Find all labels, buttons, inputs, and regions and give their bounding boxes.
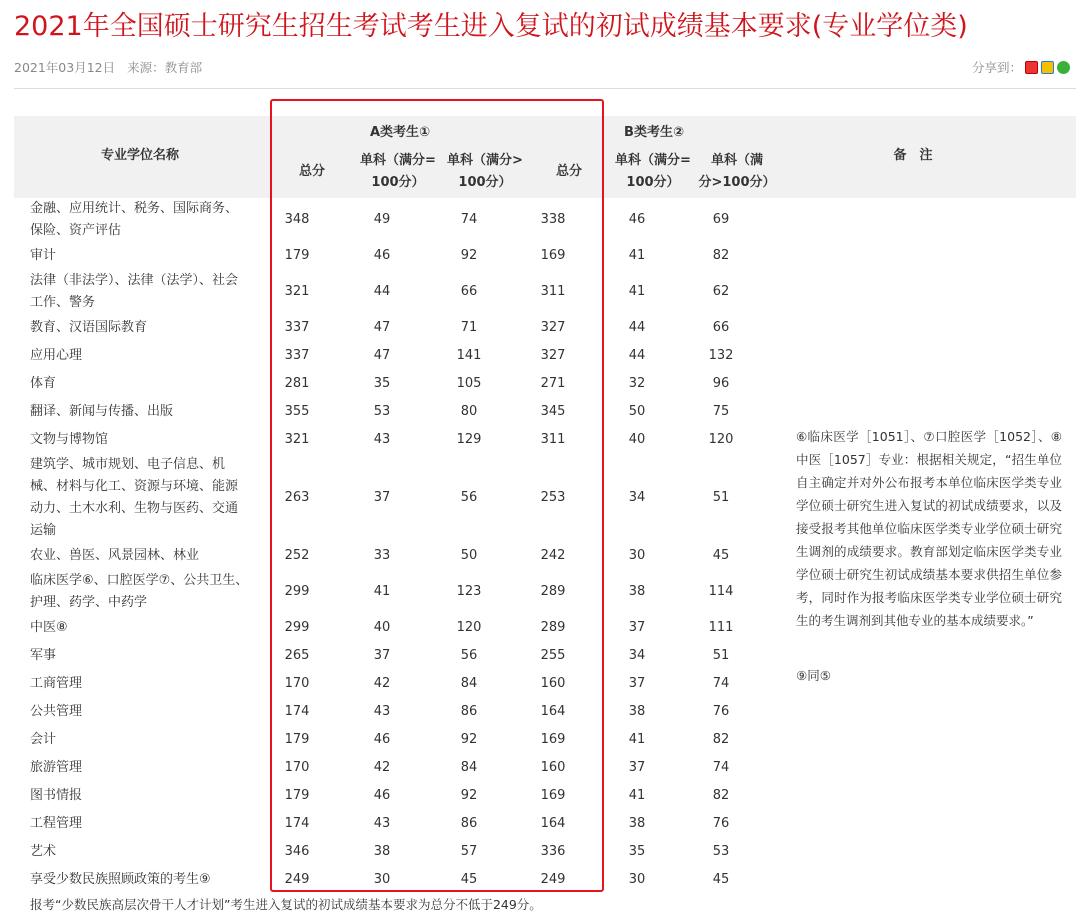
- a-single2: 45: [460, 872, 478, 887]
- header-b-total: 总分: [555, 164, 582, 179]
- a-single1: 38: [373, 844, 391, 859]
- a-single2: 56: [460, 648, 478, 663]
- a-total: 337: [284, 348, 310, 363]
- b-single1: 40: [628, 432, 646, 447]
- b-single1: 32: [628, 376, 646, 391]
- b-total: 271: [540, 376, 566, 391]
- a-total: 346: [284, 844, 310, 859]
- b-single1: 41: [628, 788, 646, 803]
- b-single2: 82: [712, 248, 730, 263]
- a-single1: 33: [373, 548, 391, 563]
- a-single1: 47: [373, 320, 391, 335]
- b-single1: 34: [628, 648, 646, 663]
- b-single2: 51: [712, 490, 730, 505]
- b-single2: 74: [712, 760, 730, 775]
- a-single2: 71: [460, 320, 478, 335]
- a-total: 281: [284, 376, 310, 391]
- row-name: 法律（非法学）、法律（法学）、社会工作、警务: [30, 273, 239, 310]
- b-single1: 37: [628, 620, 646, 635]
- row-name: 中医⑧: [30, 620, 68, 635]
- row-name: 图书情报: [30, 788, 83, 803]
- footnote: 报考“少数民族高层次骨干人才计划”考生进入复试的初试成绩基本要求为总分不低于249分。: [30, 897, 542, 912]
- a-total: 179: [284, 248, 310, 263]
- row-name: 旅游管理: [30, 760, 83, 775]
- a-total: 252: [284, 548, 310, 563]
- b-total: 327: [540, 320, 566, 335]
- remark-cell: [762, 838, 1076, 866]
- remark-cell: [762, 342, 1076, 370]
- a-single1: 42: [373, 760, 391, 775]
- a-total: 321: [284, 284, 310, 299]
- header-b-single1: [608, 150, 698, 194]
- b-single1: 41: [628, 732, 646, 747]
- b-single2: 82: [712, 732, 730, 747]
- b-single2: 69: [712, 212, 730, 227]
- b-single2: 74: [712, 676, 730, 691]
- b-total: 345: [540, 404, 566, 419]
- a-total: 179: [284, 788, 310, 803]
- b-single2: 66: [712, 320, 730, 335]
- b-single1: 37: [628, 760, 646, 775]
- b-single2: 96: [712, 376, 730, 391]
- remark-cell: [762, 698, 1076, 726]
- header-group-a: A类考生①: [369, 125, 431, 140]
- wechat-icon[interactable]: [1057, 61, 1070, 74]
- b-single2: 120: [708, 432, 734, 447]
- b-single1: 44: [628, 348, 646, 363]
- a-single1: 42: [373, 676, 391, 691]
- article-meta: [14, 58, 210, 76]
- b-total: 249: [540, 872, 566, 887]
- publish-date: 2021年03月12日: [14, 60, 116, 75]
- b-single2: 53: [712, 844, 730, 859]
- b-single1: 38: [628, 584, 646, 599]
- remark-cell: [762, 398, 1076, 426]
- remark-cell: [762, 866, 1076, 894]
- b-single1: 41: [628, 284, 646, 299]
- b-total: 255: [540, 648, 566, 663]
- remark-cell: [762, 726, 1076, 754]
- b-single1: 46: [628, 212, 646, 227]
- a-total: 265: [284, 648, 310, 663]
- page-title: 2021年全国硕士研究生招生考试考生进入复试的初试成绩基本要求(专业学位类): [14, 11, 968, 42]
- b-total: 169: [540, 788, 566, 803]
- a-total: 170: [284, 760, 310, 775]
- b-total: 164: [540, 704, 566, 719]
- b-single1: 30: [628, 548, 646, 563]
- b-total: 169: [540, 732, 566, 747]
- row-name: 会计: [30, 732, 57, 747]
- row-name: 临床医学⑥、口腔医学⑦、公共卫生、护理、药学、中药学: [30, 573, 249, 610]
- a-single1: 46: [373, 788, 391, 803]
- row-name: 体育: [30, 376, 57, 391]
- b-single1: 30: [628, 872, 646, 887]
- b-single1: 38: [628, 704, 646, 719]
- row-name: 艺术: [30, 844, 57, 859]
- b-total: 311: [540, 432, 566, 447]
- b-single2: 45: [712, 548, 730, 563]
- remark-cell: [762, 242, 1076, 270]
- a-single1: 40: [373, 620, 391, 635]
- a-total: 299: [284, 584, 310, 599]
- a-single2: 86: [460, 816, 478, 831]
- b-total: 311: [540, 284, 566, 299]
- header-b-single2-line2: 分>100分）: [698, 175, 776, 190]
- b-total: 327: [540, 348, 566, 363]
- article-source: 来源：教育部: [127, 60, 203, 75]
- row-name: 工商管理: [30, 676, 83, 691]
- remark-cell: [762, 810, 1076, 838]
- b-single2: 114: [708, 584, 734, 599]
- a-total: 355: [284, 404, 310, 419]
- header-remark: 备 注: [893, 148, 933, 163]
- header-a-single2-line1: 单科（满分>: [447, 153, 523, 168]
- b-total: 169: [540, 248, 566, 263]
- row-name: 公共管理: [30, 704, 83, 719]
- a-single2: 92: [460, 732, 478, 747]
- a-single1: 46: [373, 248, 391, 263]
- weibo-icon[interactable]: [1025, 61, 1038, 74]
- remark-cell: [762, 370, 1076, 398]
- a-single2: 74: [460, 212, 478, 227]
- a-single2: 84: [460, 676, 478, 691]
- b-total: 160: [540, 676, 566, 691]
- a-total: 299: [284, 620, 310, 635]
- a-single2: 57: [460, 844, 478, 859]
- a-single2: 141: [456, 348, 482, 363]
- a-total: 348: [284, 212, 310, 227]
- header-b-single1-line1: 单科（满分=: [615, 153, 691, 168]
- b-single2: 82: [712, 788, 730, 803]
- remark-note: ⑥临床医学［1051］、⑦口腔医学［1052］、⑧中医［1057］专业：根据相关规定，“招生单位自主确定并对外公布报考本单位临床医学类专业学位硕士研究生进入复试的初试成绩要求，以及接受报考其他单位临床医学类专业学位硕士研究生调剂的成绩要求。教育部划定临床医学类专业学位硕士研究生初试成绩基本要求供招生单位参考，同时作为报考临床医学类专业学位硕士研究生的考生调剂到其他专业的基本成绩要求。”: [796, 429, 1062, 628]
- a-total: 337: [284, 320, 310, 335]
- header-a-single2-line2: 100分）: [458, 175, 512, 190]
- share-label: 分享到：: [971, 60, 1022, 75]
- header-b-single1-line2: 100分）: [626, 175, 680, 190]
- a-single2: 66: [460, 284, 478, 299]
- b-total: 160: [540, 760, 566, 775]
- remark-cell: [762, 782, 1076, 810]
- header-a-single1-line1: 单科（满分=: [360, 153, 436, 168]
- header-name: 专业学位名称: [100, 148, 179, 163]
- a-single1: 53: [373, 404, 391, 419]
- row-name: 文物与博物馆: [30, 432, 109, 447]
- b-single2: 75: [712, 404, 730, 419]
- a-single1: 37: [373, 490, 391, 505]
- remark-cell: [762, 314, 1076, 342]
- a-single2: 92: [460, 248, 478, 263]
- b-single1: 41: [628, 248, 646, 263]
- b-single2: 111: [708, 620, 734, 635]
- b-single1: 37: [628, 676, 646, 691]
- b-single2: 62: [712, 284, 730, 299]
- a-total: 174: [284, 816, 310, 831]
- b-single1: 38: [628, 816, 646, 831]
- row-name: 审计: [30, 248, 57, 263]
- b-total: 338: [540, 212, 566, 227]
- b-total: 242: [540, 548, 566, 563]
- row-name: 应用心理: [30, 348, 83, 363]
- a-single2: 86: [460, 704, 478, 719]
- a-total: 170: [284, 676, 310, 691]
- b-single2: 51: [712, 648, 730, 663]
- a-single2: 105: [456, 376, 482, 391]
- a-total: 321: [284, 432, 310, 447]
- a-single1: 46: [373, 732, 391, 747]
- b-single1: 34: [628, 490, 646, 505]
- a-single1: 41: [373, 584, 391, 599]
- a-single2: 50: [460, 548, 478, 563]
- a-single1: 44: [373, 284, 391, 299]
- a-single1: 49: [373, 212, 391, 227]
- header-b-single2-line1: 单科（满: [710, 153, 763, 168]
- b-single2: 76: [712, 704, 730, 719]
- remark-cell: [762, 198, 1076, 242]
- a-single2: 92: [460, 788, 478, 803]
- b-total: 253: [540, 490, 566, 505]
- row-name: 翻译、新闻与传播、出版: [30, 404, 174, 419]
- share-bar: [972, 58, 1070, 76]
- b-single1: 35: [628, 844, 646, 859]
- remark-cell: [762, 754, 1076, 782]
- row-name: 农业、兽医、风景园林、林业: [30, 548, 200, 563]
- row-name: 金融、应用统计、税务、国际商务、保险、资产评估: [30, 201, 239, 238]
- a-total: 179: [284, 732, 310, 747]
- a-single2: 56: [460, 490, 478, 505]
- b-total: 336: [540, 844, 566, 859]
- a-single2: 84: [460, 760, 478, 775]
- a-single1: 43: [373, 816, 391, 831]
- a-single2: 80: [460, 404, 478, 419]
- highlight-box: [270, 99, 604, 892]
- row-name: 建筑学、城市规划、电子信息、机械、材料与化工、资源与环境、能源动力、土木水利、生物与医药、交通运输: [30, 457, 239, 538]
- b-total: 289: [540, 620, 566, 635]
- a-single2: 123: [456, 584, 482, 599]
- remark-note-2: ⑨同⑤: [796, 668, 831, 683]
- row-name: 军事: [30, 648, 57, 663]
- row-name: 享受少数民族照顾政策的考生⑨: [30, 872, 211, 887]
- b-single2: 76: [712, 816, 730, 831]
- b-total: 289: [540, 584, 566, 599]
- row-name: 教育、汉语国际教育: [30, 320, 148, 335]
- a-total: 263: [284, 490, 310, 505]
- b-single2: 45: [712, 872, 730, 887]
- a-single1: 47: [373, 348, 391, 363]
- b-single2: 132: [708, 348, 734, 363]
- header-b-single2: [692, 150, 782, 194]
- qzone-icon[interactable]: [1041, 61, 1054, 74]
- a-total: 249: [284, 872, 310, 887]
- header-a-single1-line2: 100分）: [371, 175, 425, 190]
- divider: [14, 88, 1076, 89]
- b-single1: 44: [628, 320, 646, 335]
- a-single1: 37: [373, 648, 391, 663]
- a-single1: 43: [373, 432, 391, 447]
- row-name: 工程管理: [30, 816, 83, 831]
- header-a-total: 总分: [298, 164, 325, 179]
- b-total: 164: [540, 816, 566, 831]
- a-single2: 129: [456, 432, 482, 447]
- a-single2: 120: [456, 620, 482, 635]
- a-total: 174: [284, 704, 310, 719]
- a-single1: 35: [373, 376, 391, 391]
- remark-cell: [762, 270, 1076, 314]
- b-single1: 50: [628, 404, 646, 419]
- a-single1: 30: [373, 872, 391, 887]
- header-group-b: B类考生②: [624, 125, 684, 140]
- a-single1: 43: [373, 704, 391, 719]
